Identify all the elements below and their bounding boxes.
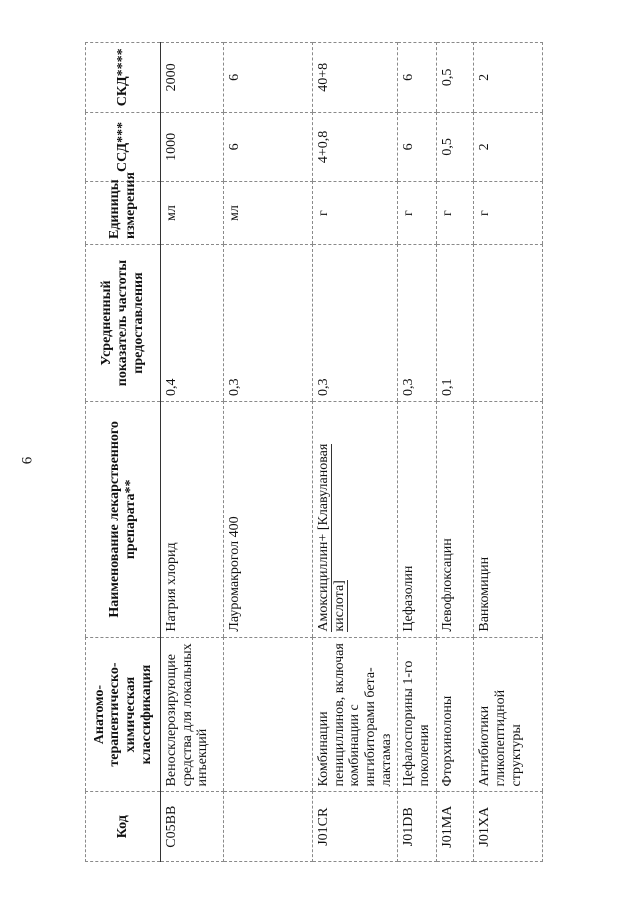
cell-frequency: 0,3 — [398, 244, 437, 401]
header-unit: Единицы измерения — [86, 182, 161, 245]
cell-frequency: 0,1 — [437, 244, 474, 401]
cell-drug: Левофлоксацин — [437, 402, 474, 638]
cell-code: J01XA — [474, 792, 543, 862]
cell-ssd: 2 — [474, 112, 543, 182]
cell-code: J01DB — [398, 792, 437, 862]
cell-frequency: 0,3 — [224, 244, 313, 401]
cell-skd: 6 — [224, 43, 313, 113]
cell-ssd: 1000 — [161, 112, 224, 182]
drug-table — [85, 42, 543, 862]
cell-code: C05BB — [161, 792, 224, 862]
cell-drug: Натрия хлорид — [161, 402, 224, 638]
cell-ssd: 0,5 — [437, 112, 474, 182]
cell-drug: Ванкомицин — [474, 402, 543, 638]
cell-frequency: 0,4 — [161, 244, 224, 401]
cell-frequency — [474, 244, 543, 401]
header-frequency: Усредненный показатель частоты предоставления — [86, 244, 161, 401]
cell-skd: 2000 — [161, 43, 224, 113]
cell-unit: г — [313, 182, 398, 245]
cell-atc: Комбинации пенициллинов, включая комбинации с ингибиторами бета-лактамаз — [313, 637, 398, 792]
cell-atc: Цефалоспорины 1-го поколения — [398, 637, 437, 792]
cell-skd: 0,5 — [437, 43, 474, 113]
cell-drug: Лауромакрогол 400 — [224, 402, 313, 638]
table-row — [437, 43, 474, 862]
table-header-row — [86, 43, 161, 862]
page-number: 6 — [19, 456, 36, 465]
cell-skd: 40+8 — [313, 43, 398, 113]
cell-unit: г — [437, 182, 474, 245]
cell-code: J01MA — [437, 792, 474, 862]
cell-code — [224, 792, 313, 862]
cell-ssd: 6 — [398, 112, 437, 182]
header-code: Код — [86, 792, 161, 862]
cell-skd: 2 — [474, 43, 543, 113]
cell-atc: Веносклерозирующие средства для локальных инъекций — [161, 637, 224, 792]
table-row — [161, 43, 224, 862]
cell-ssd: 4+0,8 — [313, 112, 398, 182]
cell-code: J01CR — [313, 792, 398, 862]
header-atc: Анатомо-терапевтическо-химическая классификация — [86, 637, 161, 792]
cell-atc: Фторхинолоны — [437, 637, 474, 792]
cell-unit: г — [474, 182, 543, 245]
header-drug: Наименование лекарственного препарата** — [86, 402, 161, 638]
cell-atc — [224, 637, 313, 792]
cell-ssd: 6 — [224, 112, 313, 182]
header-ssd: ССД*** — [86, 112, 161, 182]
cell-skd: 6 — [398, 43, 437, 113]
cell-drug — [313, 402, 398, 638]
table-row — [398, 43, 437, 862]
cell-frequency: 0,3 — [313, 244, 398, 401]
table-row — [474, 43, 543, 862]
cell-unit: мл — [161, 182, 224, 245]
cell-atc: Антибиотики гликопептидной структуры — [474, 637, 543, 792]
cell-drug: Цефазолин — [398, 402, 437, 638]
rotated-table-container — [85, 42, 555, 862]
cell-unit: г — [398, 182, 437, 245]
table-row — [313, 43, 398, 862]
drug-name-underlined: Амоксициллин+ [Клавулановая кислота] — [316, 443, 347, 632]
table-row — [224, 43, 313, 862]
cell-unit: мл — [224, 182, 313, 245]
header-skd: СКД**** — [86, 43, 161, 113]
